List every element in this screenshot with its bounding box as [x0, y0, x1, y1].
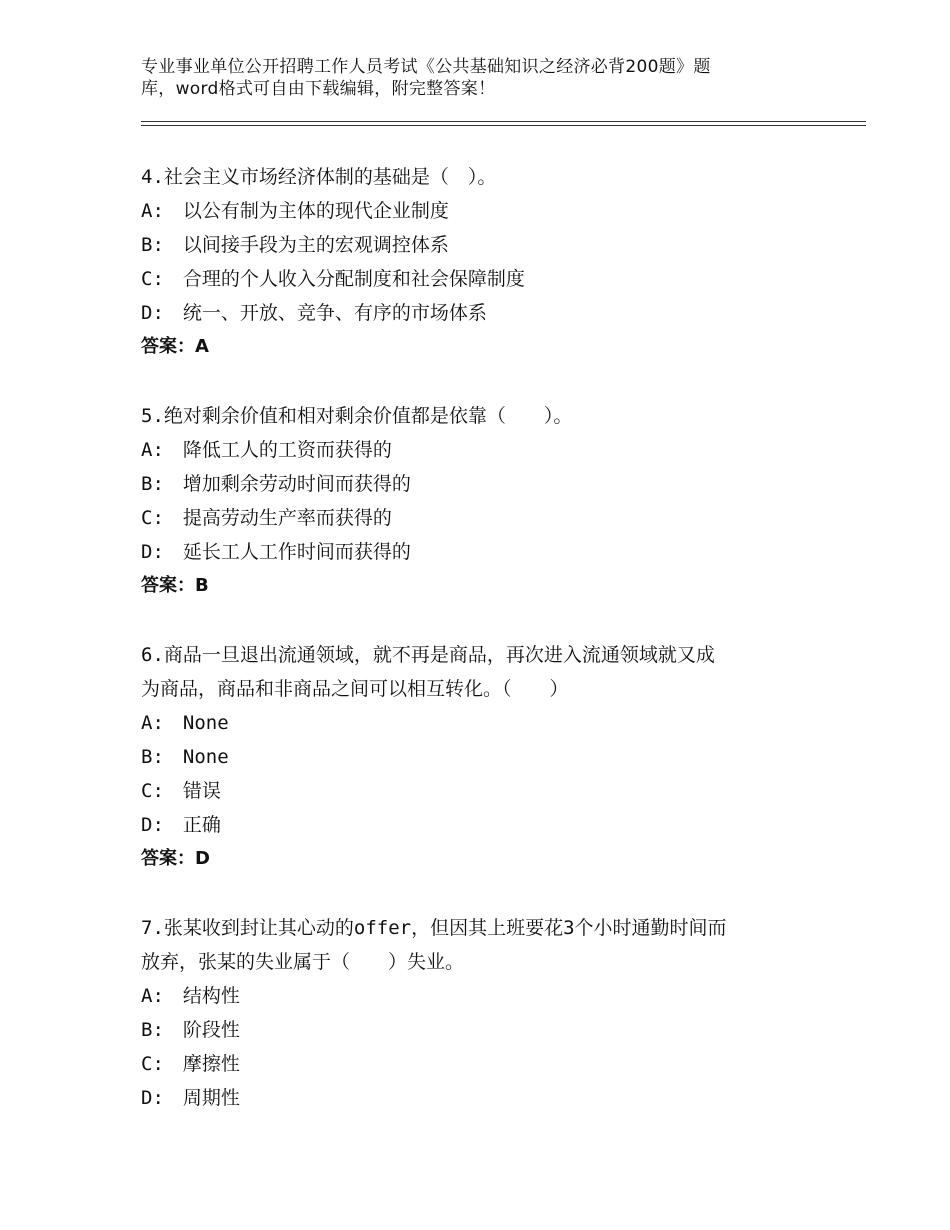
option-b: B: 以间接手段为主的宏观调控体系 — [141, 234, 449, 256]
header-line-2: 库，word格式可自由下载编辑，附完整答案！ — [141, 79, 496, 99]
document-header — [141, 56, 781, 100]
question-line: 放弃，张某的失业属于（ ）失业。 — [141, 951, 465, 973]
question-line: 4.社会主义市场经济体制的基础是（ ）。 — [141, 166, 497, 188]
question-7 — [141, 911, 841, 1115]
question-text — [141, 399, 841, 433]
option-c: C: 提高劳动生产率而获得的 — [141, 507, 392, 529]
option-d: D: 周期性 — [141, 1087, 240, 1109]
option-b: B: 增加剩余劳动时间而获得的 — [141, 473, 411, 495]
header-divider-bottom — [141, 125, 866, 126]
option-c: C: 错误 — [141, 780, 221, 802]
question-line: 5.绝对剩余价值和相对剩余价值都是依靠（ ）。 — [141, 405, 573, 427]
question-text — [141, 160, 841, 194]
question-list — [141, 160, 841, 1150]
option-c: C: 合理的个人收入分配制度和社会保障制度 — [141, 268, 525, 290]
question-line: 为商品，商品和非商品之间可以相互转化。（ ） — [141, 678, 569, 700]
option-d: D: 延长工人工作时间而获得的 — [141, 541, 411, 563]
option-c: C: 摩擦性 — [141, 1053, 240, 1075]
option-b: B: None — [141, 746, 229, 768]
header-divider-top — [141, 121, 866, 122]
question-4 — [141, 160, 841, 364]
answer-label: 答案：B — [141, 575, 209, 596]
header-line-1: 专业事业单位公开招聘工作人员考试《公共基础知识之经济必背200题》题 — [141, 57, 711, 77]
option-d: D: 正确 — [141, 814, 221, 836]
option-d: D: 统一、开放、竞争、有序的市场体系 — [141, 302, 487, 324]
question-text — [141, 638, 841, 706]
question-5 — [141, 399, 841, 603]
option-a: A: 降低工人的工资而获得的 — [141, 439, 392, 461]
option-a: A: None — [141, 712, 229, 734]
answer-label: 答案：A — [141, 336, 209, 357]
question-line: 7.张某收到封让其心动的offer，但因其上班要花3个小时通勤时间而 — [141, 917, 727, 939]
option-b: B: 阶段性 — [141, 1019, 240, 1041]
option-a: A: 以公有制为主体的现代企业制度 — [141, 200, 449, 222]
question-line: 6.商品一旦退出流通领域，就不再是商品，再次进入流通领域就又成 — [141, 644, 715, 666]
question-6 — [141, 638, 841, 876]
question-text — [141, 911, 841, 979]
option-a: A: 结构性 — [141, 985, 240, 1007]
answer-label: 答案：D — [141, 848, 210, 869]
